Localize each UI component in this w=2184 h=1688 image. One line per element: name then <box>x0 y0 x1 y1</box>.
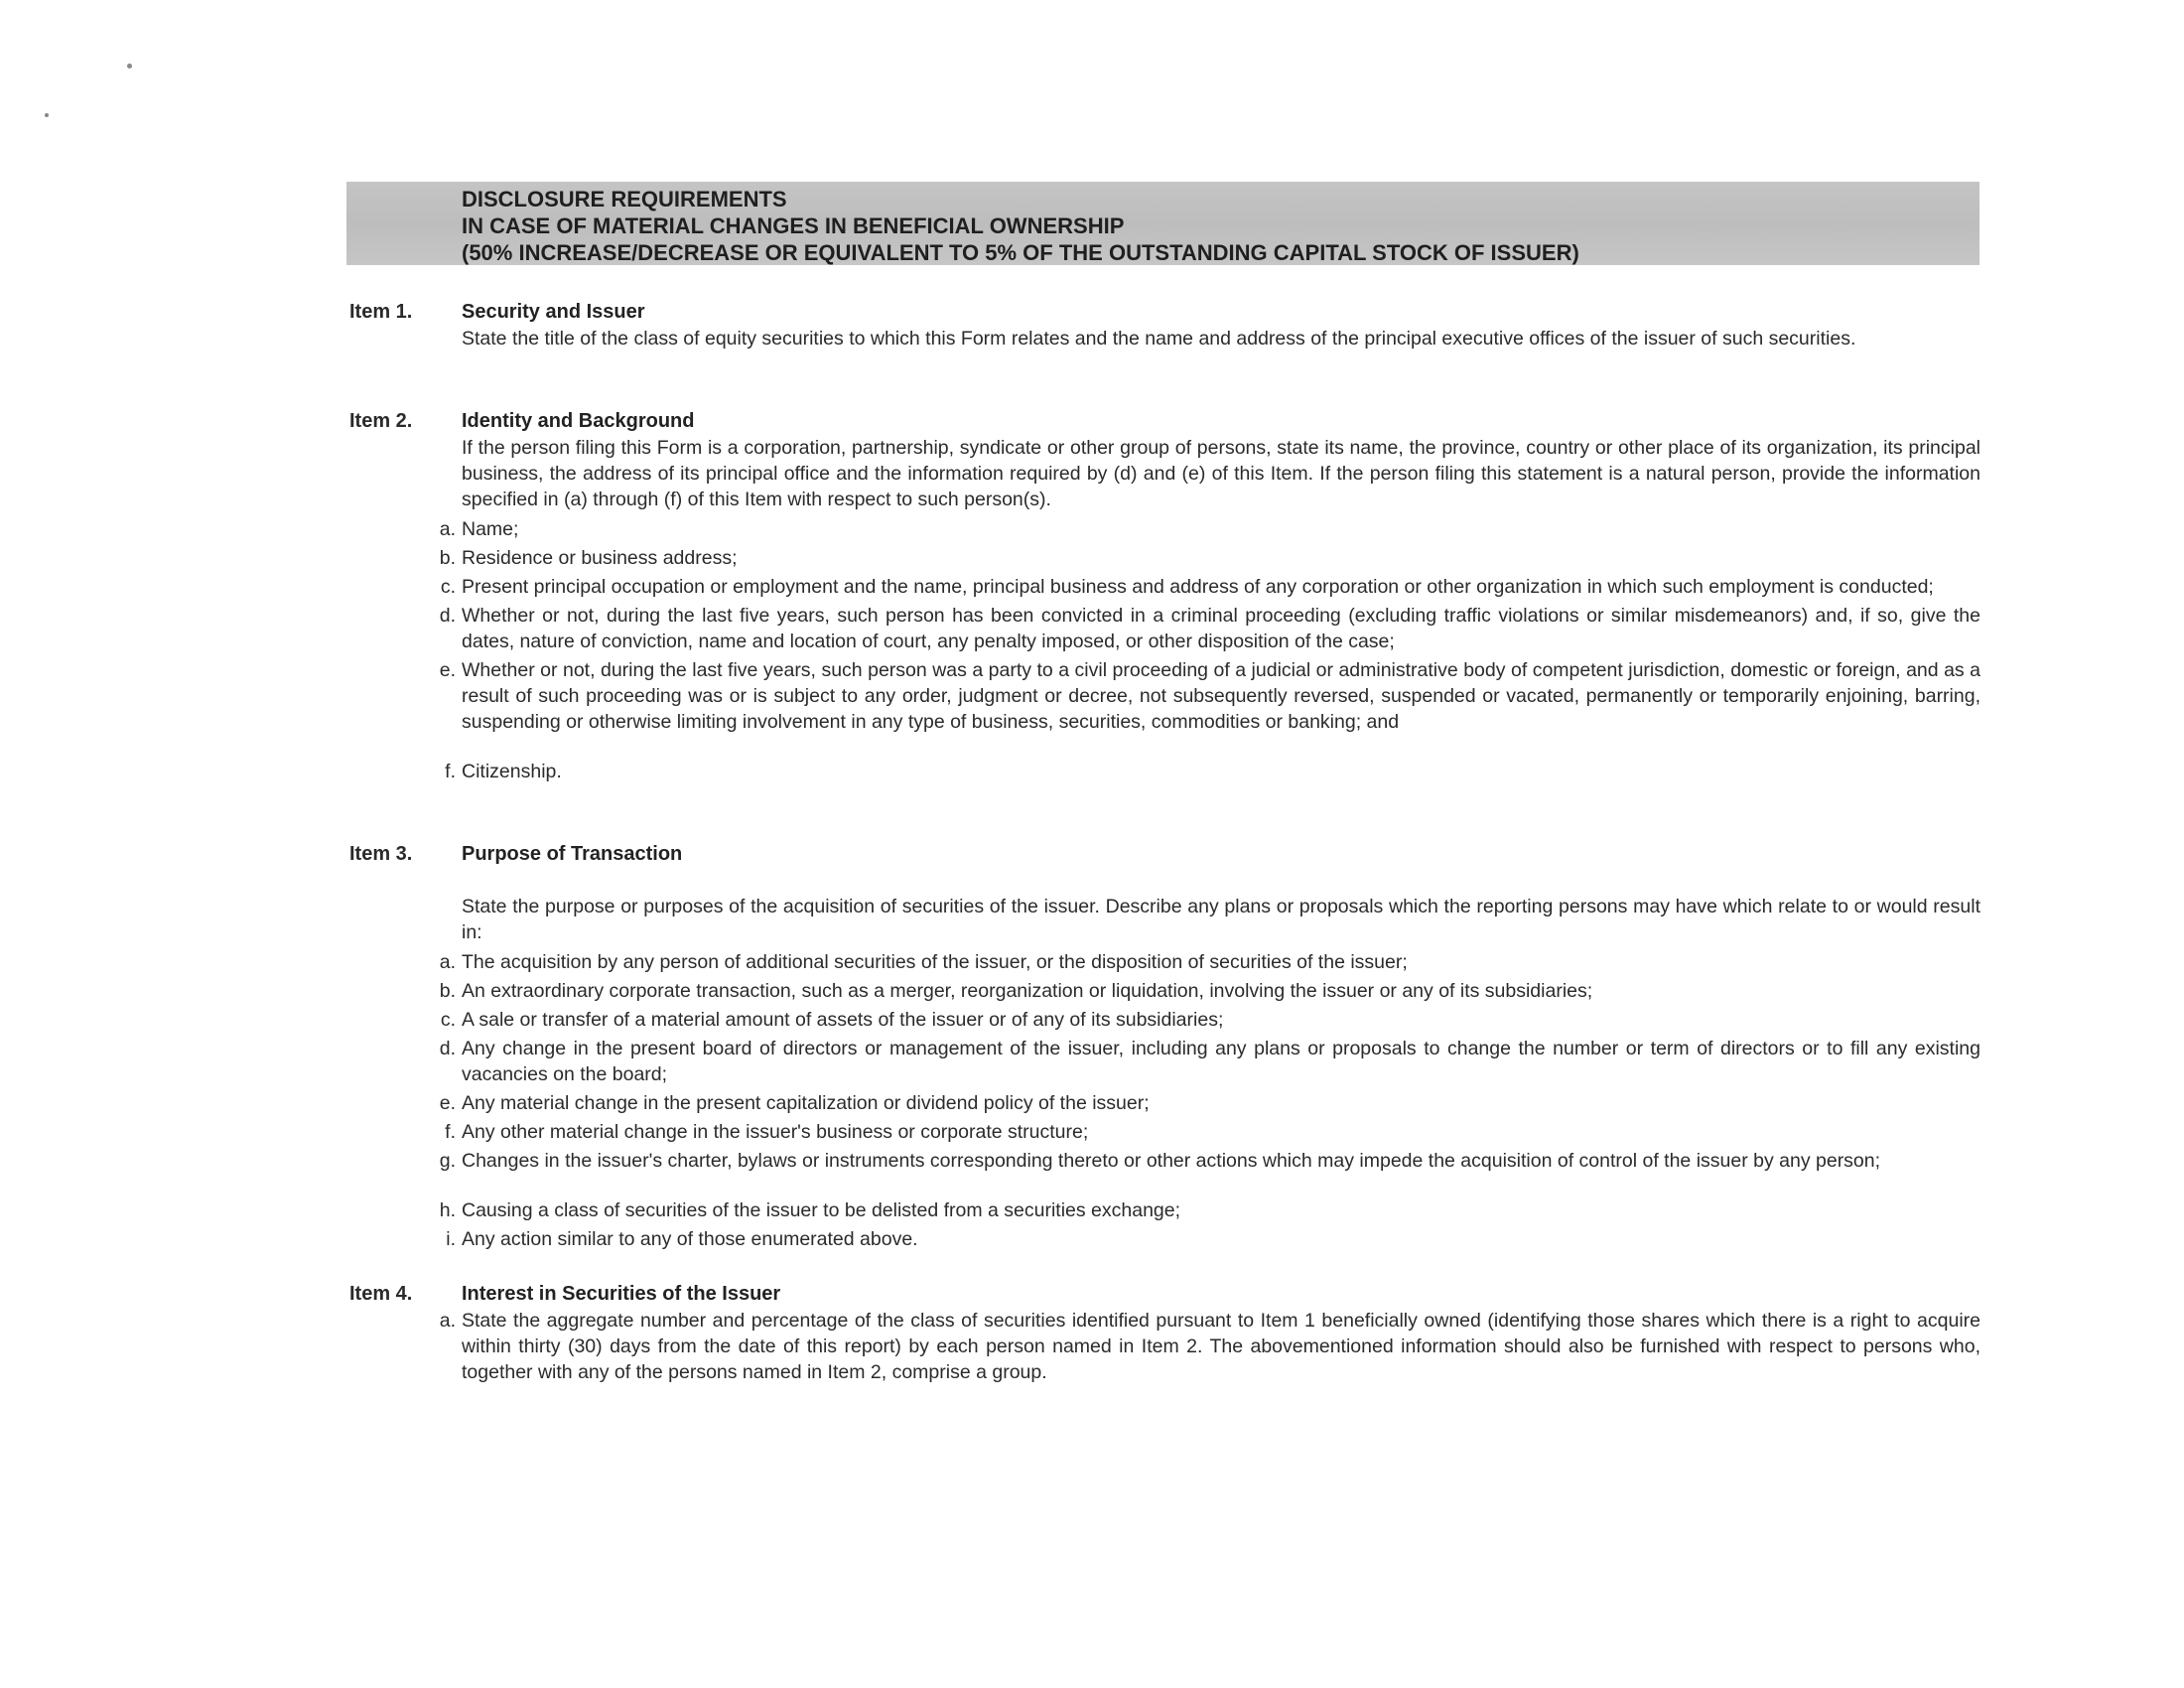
item-body <box>439 408 1980 784</box>
list-spacer <box>462 738 1980 756</box>
document-title <box>462 186 1579 266</box>
list-marker: f. <box>445 761 456 782</box>
list-marker: h. <box>439 1199 456 1221</box>
list-item-text: Name; <box>462 518 519 540</box>
item-1 <box>349 299 1980 352</box>
list-marker: c. <box>440 576 456 598</box>
item-body <box>439 1281 1980 1385</box>
list-item <box>439 1090 1980 1116</box>
list-item-text: Any action similar to any of those enumerated above. <box>462 1228 918 1250</box>
list-item-text: The acquisition by any person of additional securities of the issuer, or the disposition of securities of the issuer; <box>462 951 1408 973</box>
list-item-text: Any other material change in the issuer's business or corporate structure; <box>462 1121 1089 1143</box>
list-item <box>439 545 1980 571</box>
list-item-text: Whether or not, during the last five years, such person was a party to a civil proceeding of a judicial or administrative body of competent jurisdiction, domestic or foreign, and as a result of such proceeding was or is subject to any order, judgment or decree, not subsequently reversed, suspended or vacated, permanently or temporarily enjoining, barring, suspending or otherwise limiting involvement in any type of business, securities, commodities or banking; and <box>462 659 1980 733</box>
list-item <box>439 1036 1980 1087</box>
list-item <box>439 1308 1980 1385</box>
title-line-2: IN CASE OF MATERIAL CHANGES IN BENEFICIAL OWNERSHIP <box>462 213 1125 238</box>
list-item <box>439 949 1980 975</box>
spacer <box>462 868 1980 894</box>
list-item <box>439 1148 1980 1174</box>
list-item-text: Any change in the present board of directors or management of the issuer, including any plans or proposals to change the number or term of directors or to fill any existing vacancies on the board; <box>462 1038 1980 1085</box>
list-marker: d. <box>439 605 456 627</box>
list-marker: e. <box>439 1092 456 1114</box>
item-title: Identity and Background <box>462 410 695 432</box>
list-item <box>439 516 1980 542</box>
item-text: State the title of the class of equity securities to which this Form relates and the name and address of the principal executive offices of the issuer of such securities. <box>462 328 1856 350</box>
item-4 <box>349 1281 1980 1388</box>
list-marker: i. <box>446 1228 456 1250</box>
list-marker: b. <box>439 547 456 569</box>
item-3 <box>349 841 1980 1255</box>
list-marker: d. <box>439 1038 456 1059</box>
list-marker: b. <box>439 980 456 1002</box>
item-title: Purpose of Transaction <box>462 843 683 865</box>
list-item-text: State the aggregate number and percentage of the class of securities identified pursuant to Item 1 beneficially owned (identifying those shares which there is a right to acquire within thirty (30) days from the date of this report) by each person named in Item 2. The abovementioned information should also be furnished with respect to persons who, together with any of the persons named in Item 2, comprise a group. <box>462 1310 1980 1383</box>
list-item-text: Citizenship. <box>462 761 562 782</box>
list-item <box>439 657 1980 735</box>
item-number: Item 4. <box>349 1283 413 1305</box>
scan-speck <box>45 113 49 117</box>
list-item-text: Any material change in the present capitalization or dividend policy of the issuer; <box>462 1092 1150 1114</box>
item-2 <box>349 408 1980 787</box>
item-number: Item 2. <box>349 410 413 432</box>
list-marker: a. <box>439 518 456 540</box>
list-item-text: An extraordinary corporate transaction, such as a merger, reorganization or liquidation, involving the issuer or any of its subsidiaries; <box>462 980 1593 1002</box>
list-item-text: Whether or not, during the last five years, such person has been convicted in a criminal proceeding (excluding traffic violations or similar misdemeanors) and, if so, give the dates, nature of conviction, name and location of court, any penalty imposed, or other disposition of the case; <box>462 605 1980 652</box>
list-item <box>440 1007 1980 1033</box>
title-line-1: DISCLOSURE REQUIREMENTS <box>462 187 787 211</box>
list-marker: a. <box>439 1310 456 1332</box>
list-item <box>439 603 1980 654</box>
item-title: Security and Issuer <box>462 301 645 323</box>
list-item-text: Residence or business address; <box>462 547 738 569</box>
list-marker: e. <box>439 659 456 681</box>
list-item-text: A sale or transfer of a material amount of assets of the issuer or of any of its subsidiaries; <box>462 1009 1224 1031</box>
list-marker: a. <box>439 951 456 973</box>
list-item-text: Changes in the issuer's charter, bylaws or instruments corresponding thereto or other actions which may impede the acquisition of control of the issuer by any person; <box>462 1150 1881 1172</box>
list-item <box>439 978 1980 1004</box>
list-marker: c. <box>440 1009 456 1031</box>
list-spacer <box>462 1177 1980 1195</box>
item-list <box>439 1308 1980 1385</box>
item-text: If the person filing this Form is a corporation, partnership, syndicate or other group of persons, state its name, the province, country or other place of its organization, its principal business, the address of its principal office and the information required by (d) and (e) of this Item. If the person filing this statement is a natural person, provide the information specified in (a) through (f) of this Item with respect to such person(s). <box>462 437 1980 510</box>
list-item-text: Present principal occupation or employment and the name, principal business and address of any corporation or other organization in which such employment is conducted; <box>462 576 1934 598</box>
item-number: Item 1. <box>349 301 413 323</box>
item-body <box>439 841 1980 1252</box>
list-item <box>445 759 1980 784</box>
list-item <box>446 1226 1980 1252</box>
list-item <box>440 574 1980 600</box>
list-item <box>445 1119 1980 1145</box>
list-item-text: Causing a class of securities of the issuer to be delisted from a securities exchange; <box>462 1199 1181 1221</box>
list-marker: g. <box>439 1150 456 1172</box>
scan-speck <box>127 64 132 69</box>
item-body <box>462 299 1980 352</box>
list-marker: f. <box>445 1121 456 1143</box>
list-item <box>439 1197 1980 1223</box>
item-text: State the purpose or purposes of the acquisition of securities of the issuer. Describe any plans or proposals which the reporting persons may have which relate to or would result in: <box>462 896 1980 943</box>
item-number: Item 3. <box>349 843 413 865</box>
item-title: Interest in Securities of the Issuer <box>462 1283 781 1305</box>
title-line-3: (50% INCREASE/DECREASE OR EQUIVALENT TO 5% OF THE OUTSTANDING CAPITAL STOCK OF ISSUER) <box>462 240 1579 265</box>
item-list <box>439 949 1980 1252</box>
item-list <box>439 516 1980 784</box>
